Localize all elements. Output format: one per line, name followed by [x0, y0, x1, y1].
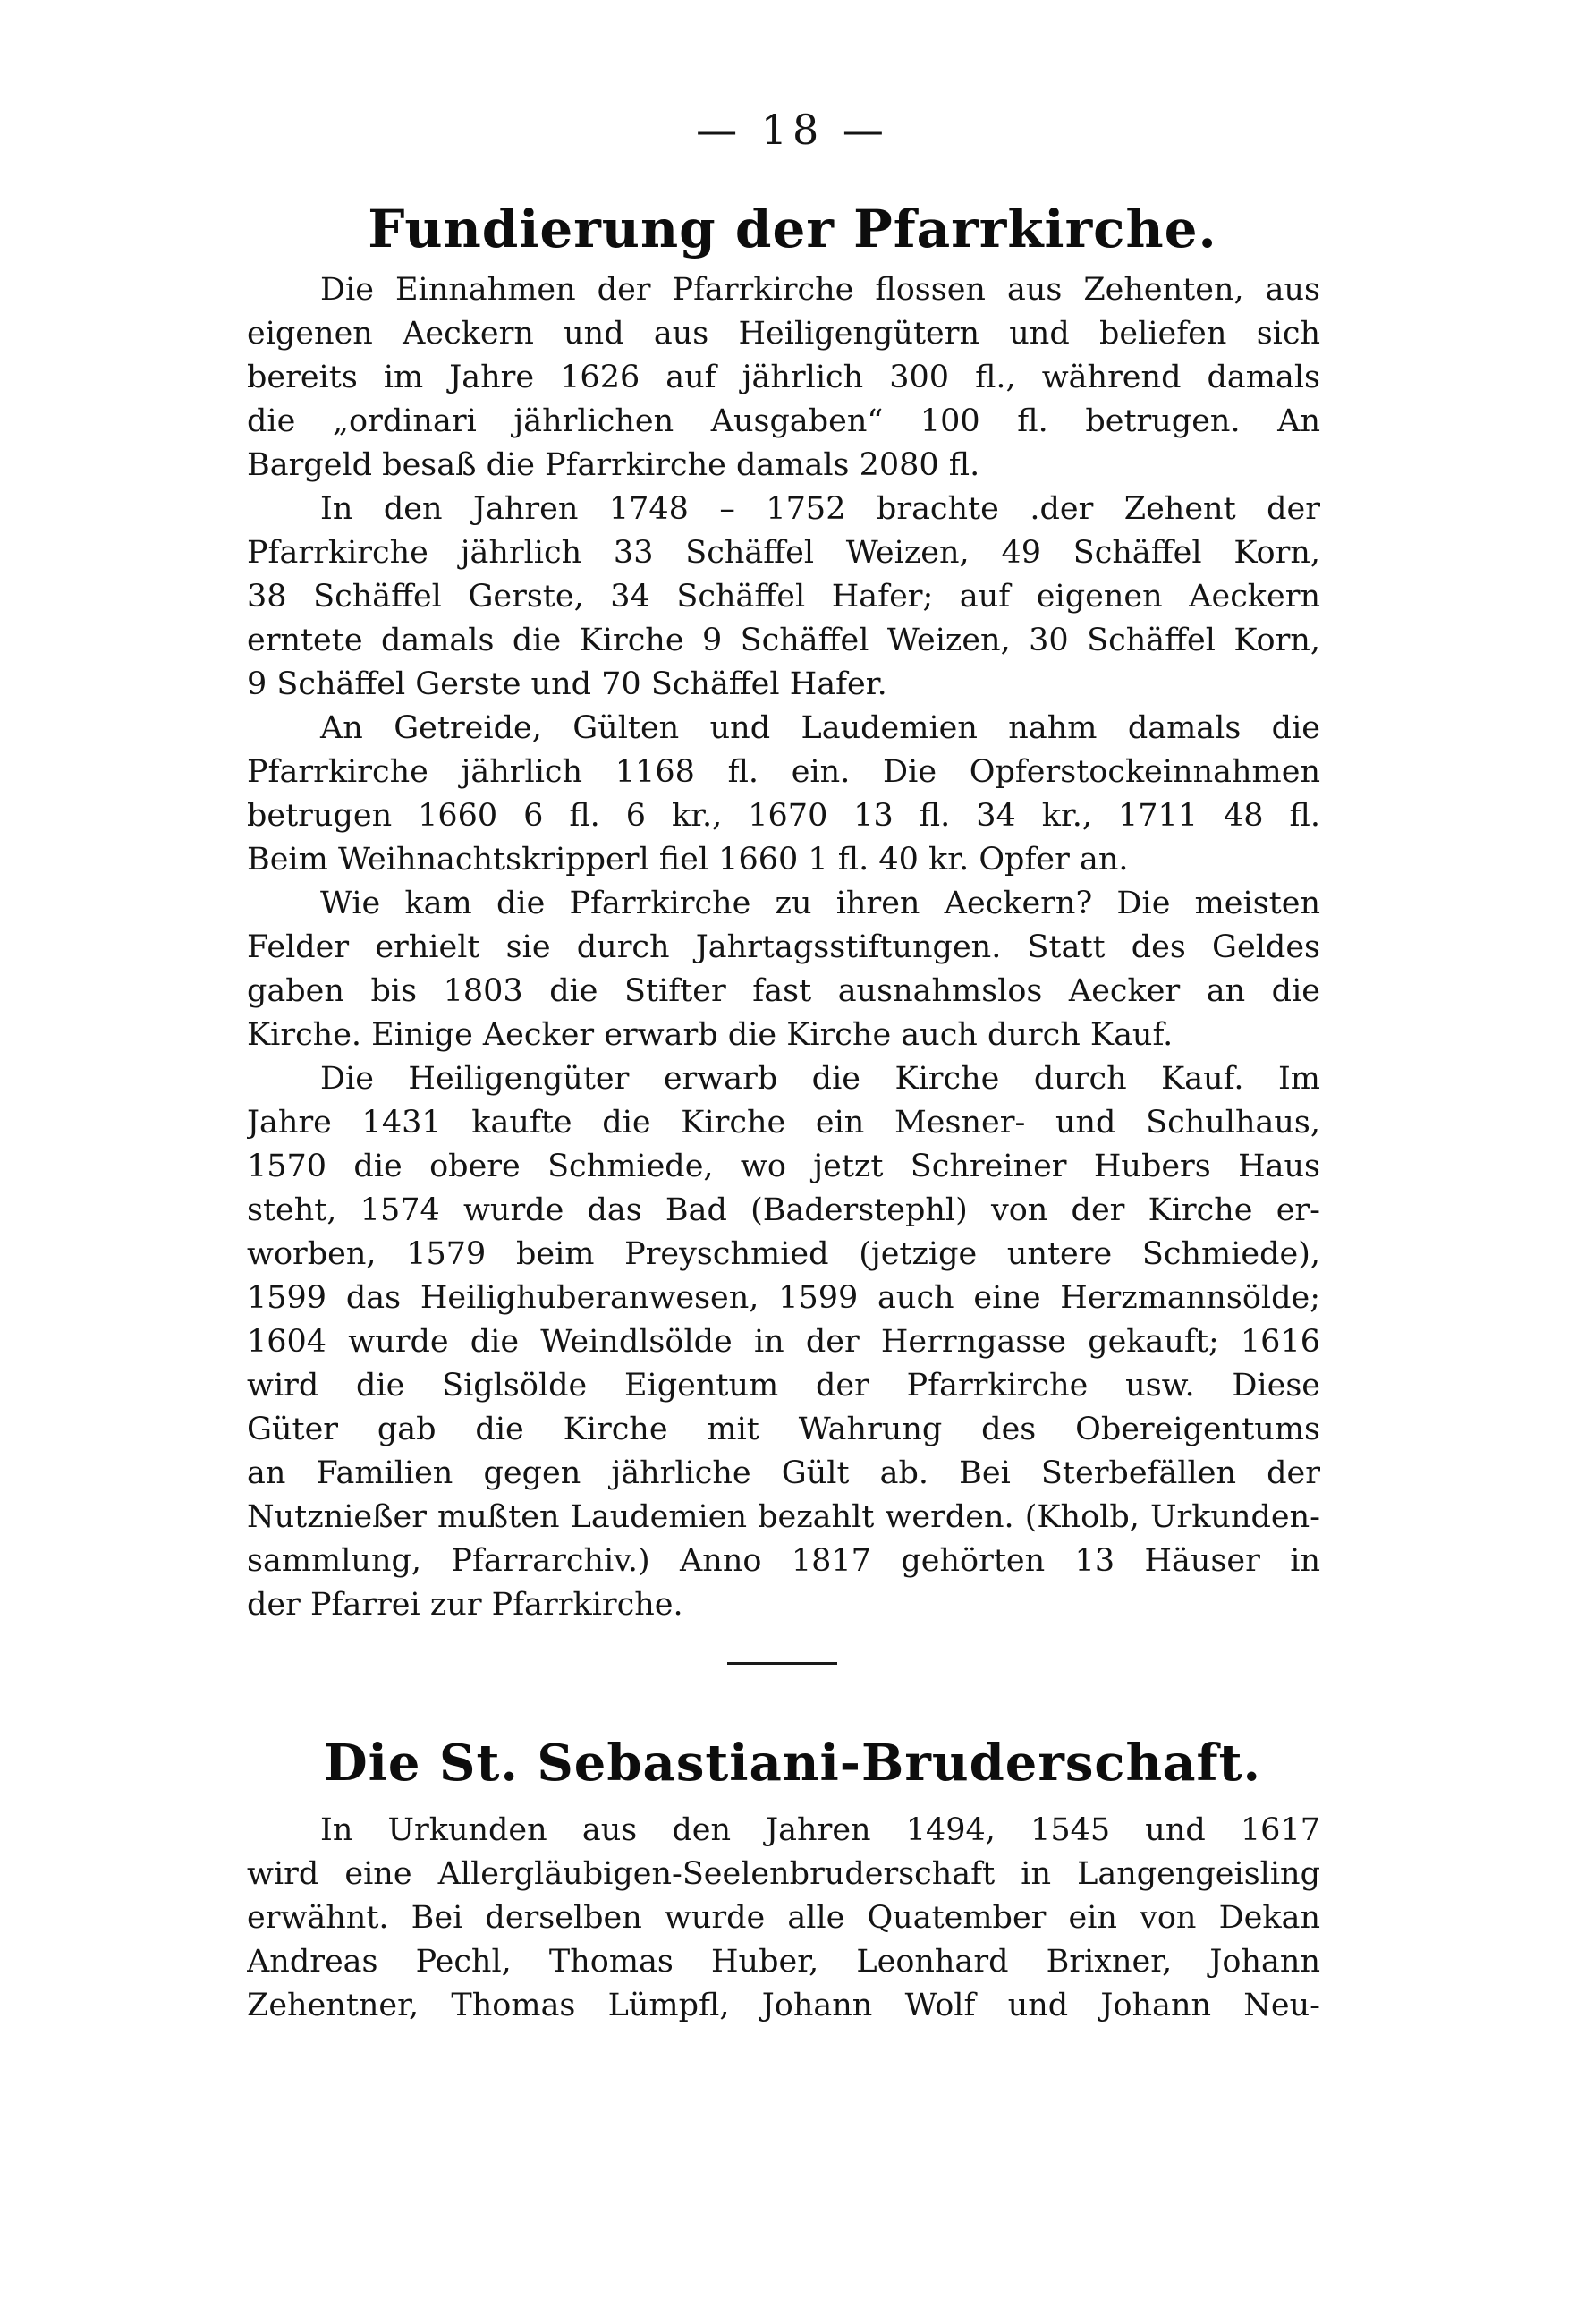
text-line: Kirche. Einige Aecker erwarb die Kirche auch durch Kauf. [247, 1017, 1174, 1053]
section-divider [727, 1662, 837, 1665]
text-line: Die Einnahmen der Pfarrkirche flossen aus Zehenten, aus [320, 272, 1320, 308]
text-line: erntete damals die Kirche 9 Schäffel Weizen, 30 Schäffel Korn, [247, 623, 1320, 658]
text-line: worben, 1579 beim Preyschmied (jetzige untere Schmiede), [247, 1236, 1320, 1272]
text-line: Beim Weihnachtskripperl fiel 1660 1 fl. 40 kr. Opfer an. [247, 842, 1129, 878]
text-line: an Familien gegen jährliche Gült ab. Bei Sterbefällen der [247, 1455, 1320, 1491]
text-line: 38 Schäffel Gerste, 34 Schäffel Hafer; auf eigenen Aeckern [247, 579, 1320, 615]
section-title-bruderschaft: Die St. Sebastiani-Bruderschaft. [324, 1734, 1261, 1793]
text-line: gaben bis 1803 die Stifter fast ausnahmslos Aecker an die [247, 973, 1320, 1009]
text-line: Nutznießer mußten Laudemien bezahlt werden. (Kholb, Urkunden- [247, 1499, 1320, 1535]
text-line: 1604 wurde die Weindlsölde in der Herrngasse gekauft; 1616 [247, 1324, 1320, 1360]
text-line: betrugen 1660 6 fl. 6 kr., 1670 13 fl. 34 kr., 1711 48 fl. [247, 798, 1320, 834]
text-line: der Pfarrei zur Pfarrkirche. [247, 1587, 683, 1623]
text-line: 9 Schäffel Gerste und 70 Schäffel Hafer. [247, 666, 887, 702]
text-line: wird eine Allergläubigen-Seelenbruderschaft in Langengeisling [247, 1856, 1320, 1892]
text-line: Pfarrkirche jährlich 1168 fl. ein. Die Opferstockeinnahmen [247, 754, 1320, 790]
text-line: eigenen Aeckern und aus Heiligengütern und beliefen sich [247, 316, 1320, 352]
text-line: In Urkunden aus den Jahren 1494, 1545 und 1617 [320, 1812, 1320, 1848]
section-body-bruderschaft [247, 1809, 1320, 2028]
section-title-fundierung: Fundierung der Pfarrkirche. [368, 199, 1217, 259]
text-line: wird die Siglsölde Eigentum der Pfarrkirche usw. Diese [247, 1368, 1320, 1404]
text-line: An Getreide, Gülten und Laudemien nahm damals die [320, 710, 1320, 746]
text-line: In den Jahren 1748 – 1752 brachte .der Zehent der [320, 491, 1320, 527]
text-line: Andreas Pechl, Thomas Huber, Leonhard Brixner, Johann [247, 1944, 1320, 1980]
text-line: Felder erhielt sie durch Jahrtagsstiftungen. Statt des Geldes [247, 929, 1320, 965]
page-number: — 18 — [696, 106, 889, 154]
text-line: die „ordinari jährlichen Ausgaben“ 100 fl. betrugen. An [247, 403, 1320, 439]
text-line: Pfarrkirche jährlich 33 Schäffel Weizen, 49 Schäffel Korn, [247, 535, 1320, 571]
text-line: Güter gab die Kirche mit Wahrung des Obereigentums [247, 1412, 1320, 1447]
text-line: erwähnt. Bei derselben wurde alle Quatember ein von Dekan [247, 1900, 1320, 1936]
text-line: 1570 die obere Schmiede, wo jetzt Schreiner Hubers Haus [247, 1149, 1320, 1184]
text-line: steht, 1574 wurde das Bad (Baderstephl) von der Kirche er- [247, 1192, 1320, 1228]
text-line: Jahre 1431 kaufte die Kirche ein Mesner- und Schulhaus, [247, 1105, 1320, 1141]
text-line: 1599 das Heilighuberanwesen, 1599 auch eine Herzmannsölde; [247, 1280, 1320, 1316]
text-line: Wie kam die Pfarrkirche zu ihren Aeckern? Die meisten [320, 886, 1320, 921]
section-body-fundierung [247, 268, 1320, 1627]
text-line: Die Heiligengüter erwarb die Kirche durch Kauf. Im [320, 1061, 1320, 1097]
text-line: sammlung, Pfarrarchiv.) Anno 1817 gehörten 13 Häuser in [247, 1543, 1320, 1579]
text-line: bereits im Jahre 1626 auf jährlich 300 fl., während damals [247, 360, 1320, 395]
text-line: Bargeld besaß die Pfarrkirche damals 2080 fl. [247, 447, 980, 483]
text-line: Zehentner, Thomas Lümpfl, Johann Wolf und Johann Neu- [247, 1988, 1320, 2023]
